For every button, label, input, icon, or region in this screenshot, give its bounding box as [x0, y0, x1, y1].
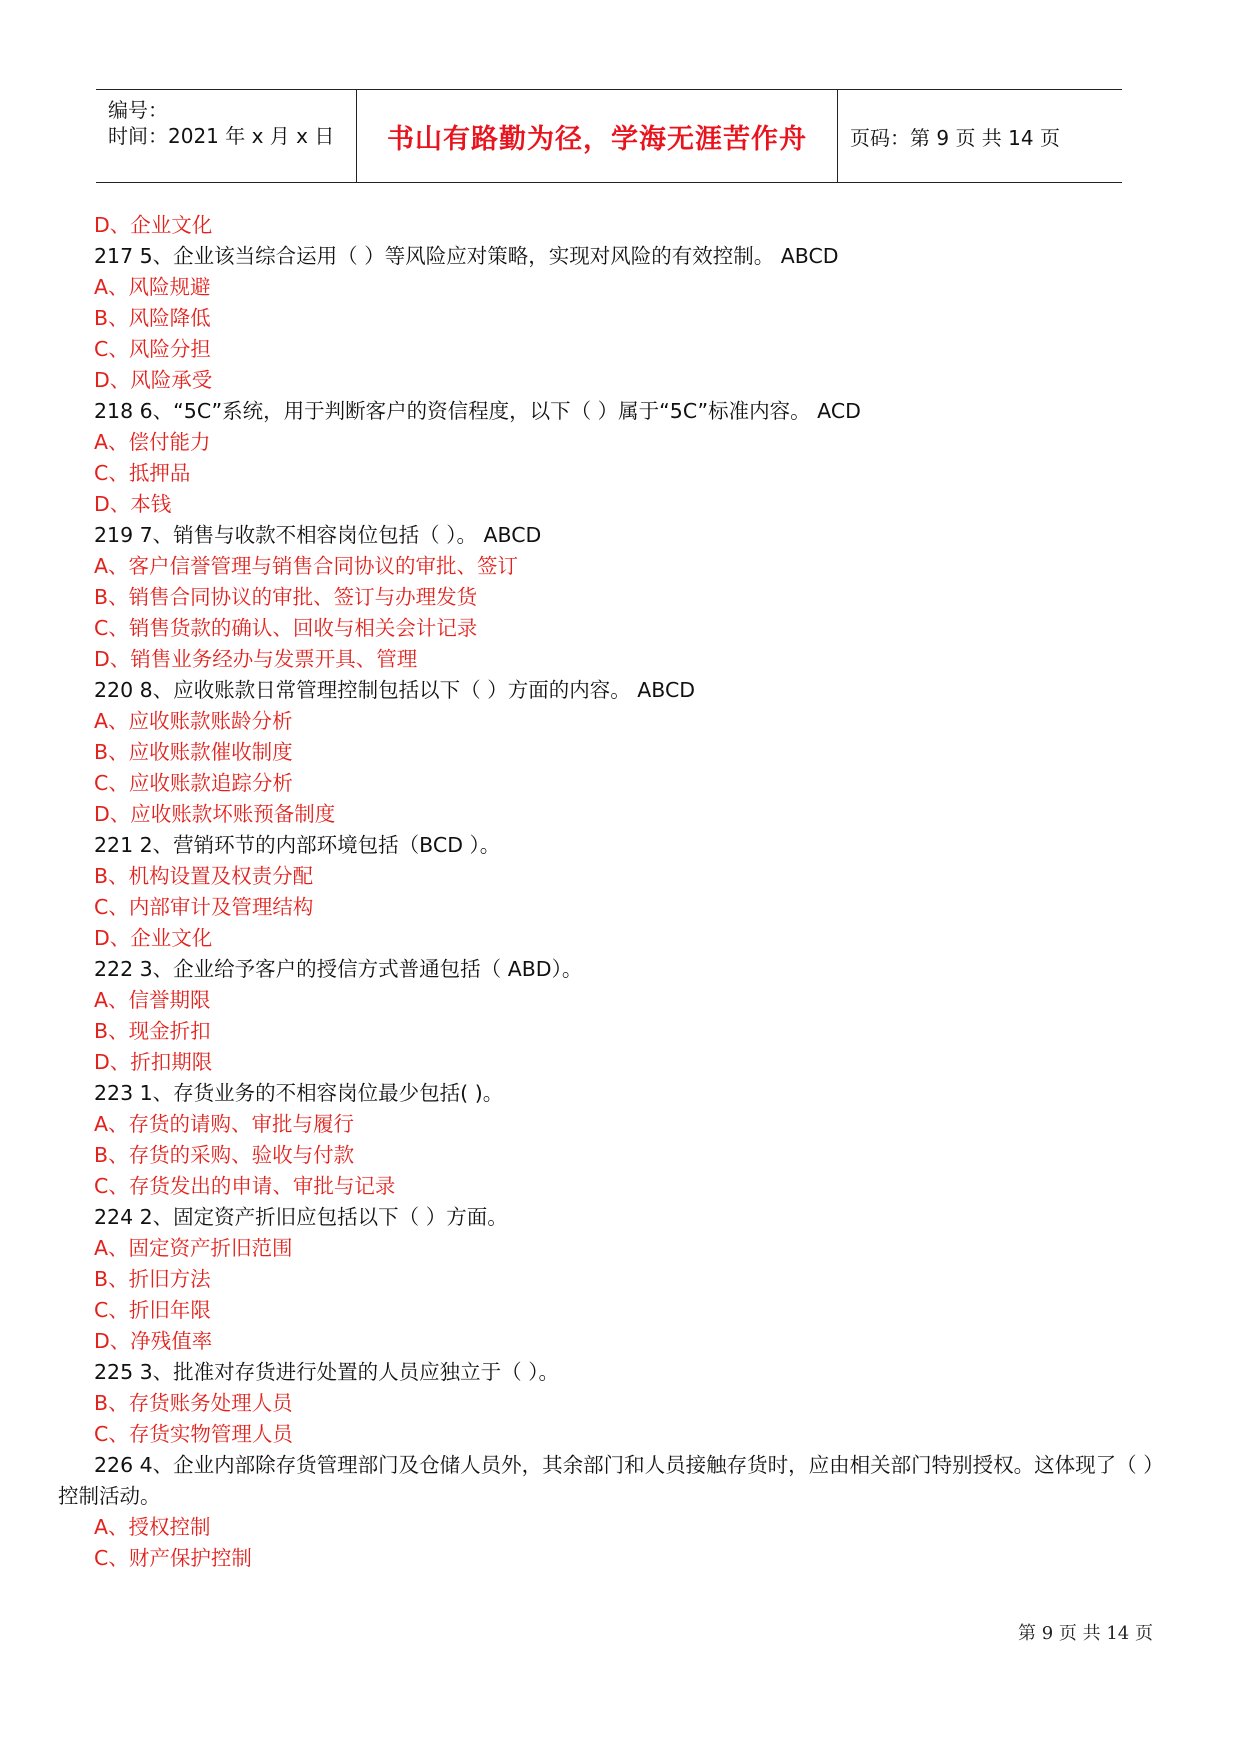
- answer-option: D、风险承受: [94, 368, 213, 392]
- question-line: 218 6、“5C”系统，用于判断客户的资信程度，以下（ ）属于“5C”标准内容。 ACD: [94, 399, 861, 423]
- document-date: 时间：2021 年 x 月 x 日: [108, 124, 335, 148]
- answer-option: D、本钱: [94, 492, 172, 516]
- answer-option: D、折扣期限: [94, 1050, 213, 1074]
- question-line: 222 3、企业给予客户的授信方式普通包括（ ABD）。: [94, 957, 583, 981]
- answer-option: C、内部审计及管理结构: [94, 895, 314, 919]
- answer-option: A、固定资产折旧范围: [94, 1236, 293, 1260]
- question-line: 220 8、应收账款日常管理控制包括以下（ ）方面的内容。 ABCD: [94, 678, 696, 702]
- header-motto: 书山有路勤为径，学海无涯苦作舟: [387, 123, 807, 155]
- answer-option: D、应收账款坏账预备制度: [94, 802, 336, 826]
- answer-option: C、存货实物管理人员: [94, 1422, 293, 1446]
- header-right-cell: [838, 90, 1122, 182]
- answer-option: B、折旧方法: [94, 1267, 211, 1291]
- question-line: 225 3、批准对存货进行处置的人员应独立于（ ）。: [94, 1360, 559, 1384]
- answer-option: A、偿付能力: [94, 430, 211, 454]
- answer-option: A、授权控制: [94, 1515, 211, 1539]
- answer-option: C、财产保护控制: [94, 1546, 252, 1570]
- answer-option: B、现金折扣: [94, 1019, 211, 1043]
- answer-option: B、存货账务处理人员: [94, 1391, 293, 1415]
- answer-option: C、风险分担: [94, 337, 211, 361]
- document-number-label: 编号：: [108, 98, 168, 122]
- answer-option: B、机构设置及权责分配: [94, 864, 314, 888]
- answer-option: B、应收账款催收制度: [94, 740, 293, 764]
- answer-option: B、风险降低: [94, 306, 211, 330]
- document-body: [58, 210, 1174, 1574]
- question-line: 226 4、企业内部除存货管理部门及仓储人员外，其余部门和人员接触存货时，应由相关部门特别授权。这体现了（ ）控制活动。: [58, 1453, 1164, 1508]
- question-line: 221 2、营销环节的内部环境包括（BCD ）。: [94, 833, 501, 857]
- question-line: 219 7、销售与收款不相容岗位包括（ ）。 ABCD: [94, 523, 542, 547]
- answer-option: B、销售合同协议的审批、签订与办理发货: [94, 585, 478, 609]
- answer-option: D、净残值率: [94, 1329, 213, 1353]
- answer-option: A、信誉期限: [94, 988, 211, 1012]
- answer-option: C、折旧年限: [94, 1298, 211, 1322]
- question-line: 224 2、固定资产折旧应包括以下（ ）方面。: [94, 1205, 508, 1229]
- answer-option: D、企业文化: [94, 213, 213, 237]
- answer-option: A、客户信誉管理与销售合同协议的审批、签订: [94, 554, 519, 578]
- answer-option: C、应收账款追踪分析: [94, 771, 293, 795]
- answer-option: A、存货的请购、审批与履行: [94, 1112, 355, 1136]
- answer-option: A、风险规避: [94, 275, 211, 299]
- header-left-cell: [96, 90, 357, 182]
- answer-option: C、销售货款的确认、回收与相关会计记录: [94, 616, 478, 640]
- answer-option: A、应收账款账龄分析: [94, 709, 293, 733]
- page-footer: 第 9 页 共 14 页: [1018, 1623, 1153, 1644]
- header-page-info: 页码：第 9 页 共 14 页: [850, 125, 1060, 150]
- page-header: [96, 89, 1122, 183]
- answer-option: D、企业文化: [94, 926, 213, 950]
- question-line: 217 5、企业该当综合运用（ ）等风险应对策略，实现对风险的有效控制。 ABCD: [94, 244, 839, 268]
- header-middle-cell: [357, 90, 838, 182]
- answer-option: B、存货的采购、验收与付款: [94, 1143, 355, 1167]
- question-line: 223 1、存货业务的不相容岗位最少包括( )。: [94, 1081, 504, 1105]
- answer-option: D、销售业务经办与发票开具、管理: [94, 647, 418, 671]
- answer-option: C、存货发出的申请、审批与记录: [94, 1174, 396, 1198]
- answer-option: C、抵押品: [94, 461, 191, 485]
